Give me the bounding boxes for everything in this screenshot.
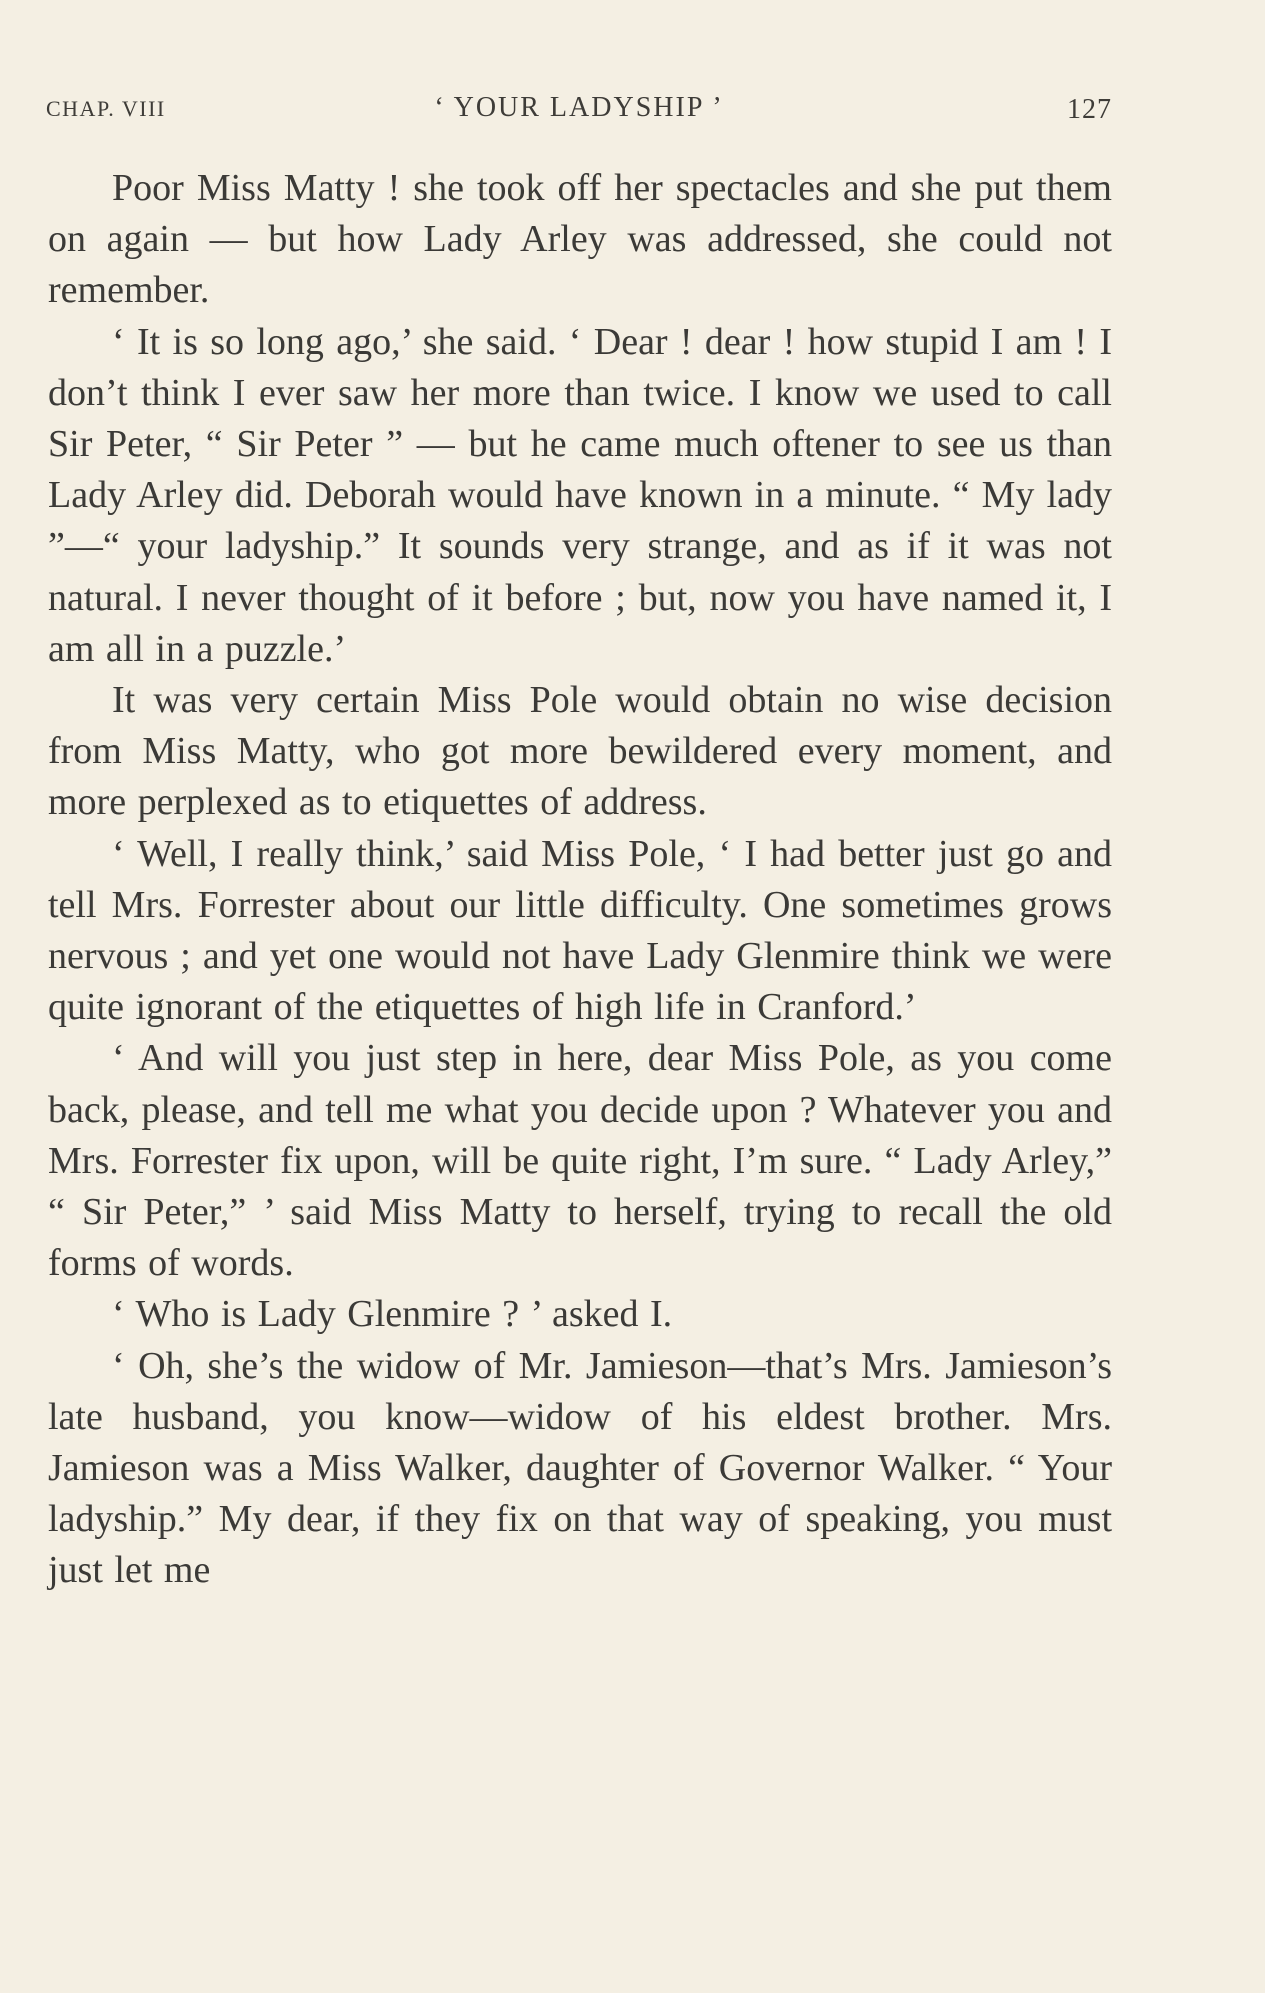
paragraph: It was very certain Miss Pole would obtain no wise decision from Miss Matty, who got more bewildered every moment, and more perplexed as to etiquettes of address. (48, 679, 1112, 824)
paragraph: ‘ Oh, she’s the widow of Mr. Jamieson—that’s Mrs. Jamieson’s late husband, you know—widow of his eldest brother. Mrs. Jamieson was a Miss Walker, daughter of Governor Walker. “ Your ladyship.” My dear, if they fix on that way of speaking, you must just let me (48, 1344, 1112, 1592)
paragraph: ‘ Who is Lady Glenmire ? ’ asked I. (112, 1293, 673, 1336)
paragraph: ‘ And will you just step in here, dear Miss Pole, as you come back, please, and tell me what you decide upon ? Whatever you and Mrs. Forrester fix upon, will be quite right, I’m sure. “ Lady Arley,” “ Sir Peter,” ’ said Miss Matty to herself, trying to recall the old forms of words. (48, 1037, 1112, 1285)
running-title: ‘ YOUR LADYSHIP ’ (434, 92, 724, 123)
paragraph: ‘ It is so long ago,’ she said. ‘ Dear ! dear ! how stupid I am ! I don’t think I ever saw her more than twice. I know we used to call Sir Peter, “ Sir Peter ” — but he came much oftener to see us than Lady Arley did. Deborah would have known in a minute. “ My lady ”—“ your ladyship.” It sounds very strange, and as if it was not natural. I never thought of it before ; but, now you have named it, I am all in a puzzle.’ (48, 320, 1112, 670)
running-head (46, 92, 1112, 132)
paragraph: Poor Miss Matty ! she took off her spectacles and she put them on again — but how Lady Arley was addressed, she could not remember. (48, 167, 1112, 312)
paragraph: ‘ Well, I really think,’ said Miss Pole, ‘ I had better just go and tell Mrs. Forrester about our little difficulty. One sometimes grows nervous ; and yet one would not have Lady Glenmire think we were quite ignorant of the etiquettes of high life in Cranford.’ (48, 832, 1112, 1029)
body-text (48, 163, 1112, 1597)
chapter-label: CHAP. VIII (46, 96, 166, 121)
page-number: 127 (1067, 94, 1112, 125)
